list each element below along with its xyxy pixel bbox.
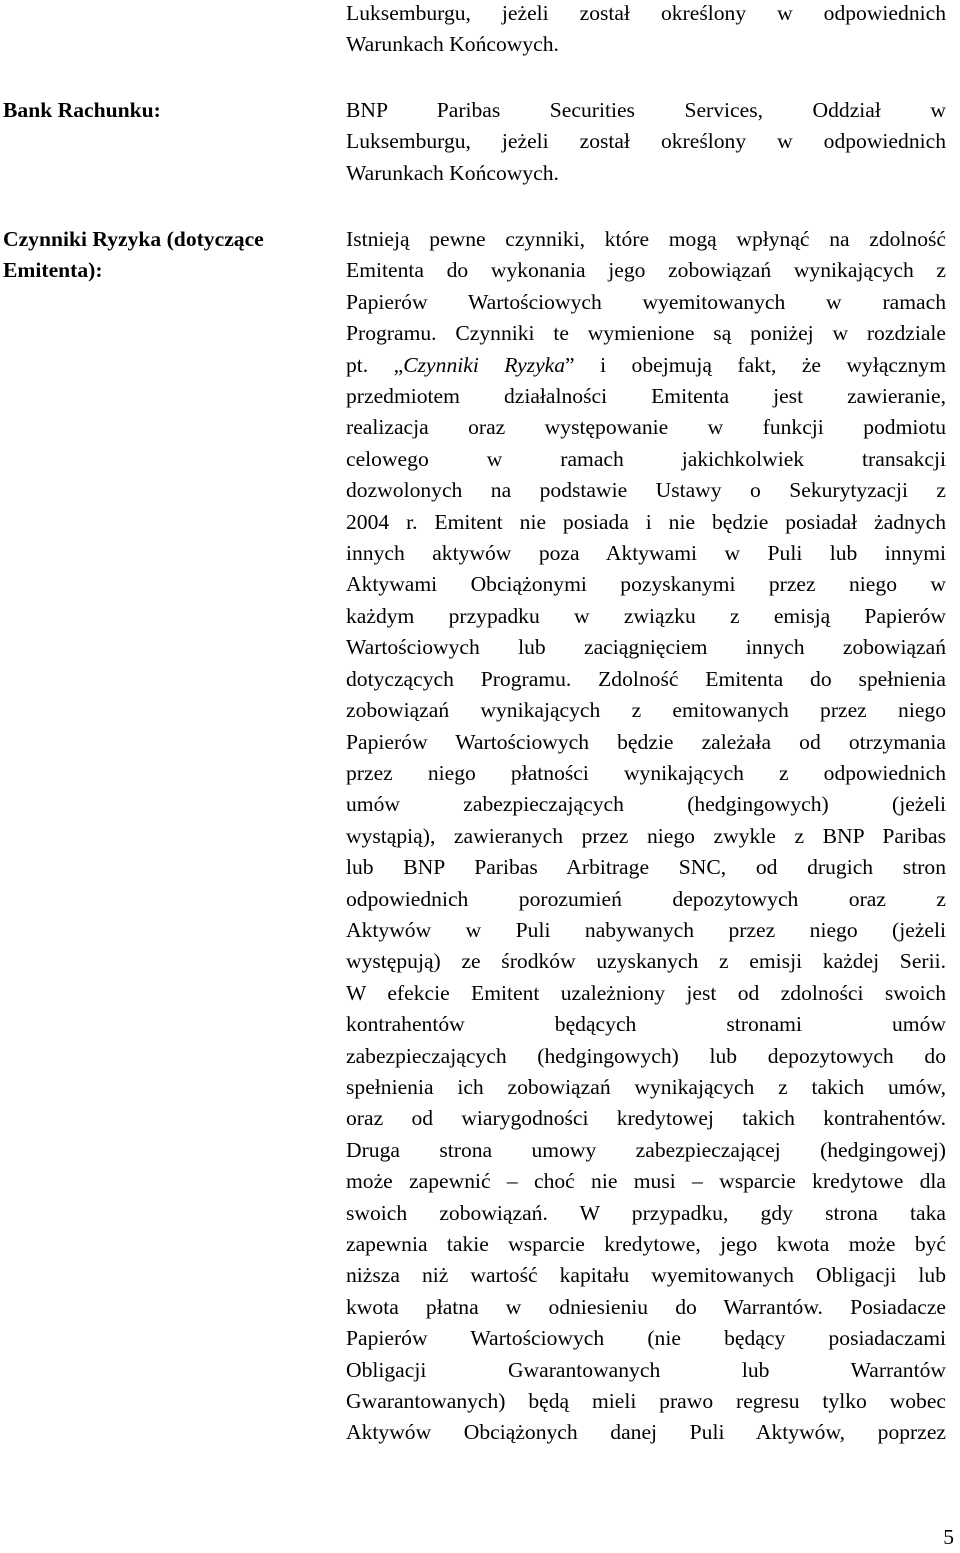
czynniki-line: realizacja oraz występowanie w funkcji podmiotu	[346, 415, 946, 440]
continuation-line-1: Luksemburgu, jeżeli został określony w odpowiednich	[346, 1, 946, 25]
czynniki-italic-after: ” i obejmują fakt, że wyłącznym	[565, 352, 946, 377]
czynniki-line: Gwarantowanych) będą mieli prawo regresu tylko wobec	[346, 1389, 946, 1414]
czynniki-line: Aktywami Obciążonymi pozyskanymi przez niego w	[346, 572, 946, 597]
czynniki-italic-title: Czynniki Ryzyka	[403, 352, 566, 377]
czynniki-line: dotyczących Programu. Zdolność Emitenta do spełnienia	[346, 666, 946, 691]
czynniki-line: kwota płatna w odniesieniu do Warrantów. Posiadacze	[346, 1294, 946, 1319]
czynniki-line: W efekcie Emitent uzależniony jest od zdolności swoich	[346, 980, 946, 1005]
czynniki-line: odpowiednich porozumień depozytowych oraz z	[346, 886, 946, 911]
czynniki-ryzyka-text	[346, 224, 946, 1449]
czynniki-label-line-2: Emitenta):	[3, 258, 103, 283]
czynniki-line: lub BNP Paribas Arbitrage SNC, od drugich stron	[346, 855, 946, 880]
czynniki-ryzyka-label	[3, 224, 323, 287]
czynniki-line: niższa niż wartość kapitału wyemitowanych Obligacji lub	[346, 1263, 946, 1288]
czynniki-line: Obligacji Gwarantowanych lub Warrantów	[346, 1357, 946, 1382]
czynniki-line: Wartościowych lub zaciągnięciem innych zobowiązań	[346, 635, 946, 660]
czynniki-line: dozwolonych na podstawie Ustawy o Sekurytyzacji z	[346, 478, 946, 503]
czynniki-line: Druga strona umowy zabezpieczającej (hedgingowej)	[346, 1137, 946, 1162]
czynniki-line: Programu. Czynniki te wymienione są poniżej w rozdziale	[346, 321, 946, 346]
bank-rachunku-value	[346, 95, 946, 189]
bank-rachunku-label: Bank Rachunku:	[3, 98, 161, 122]
czynniki-line: Aktywów w Puli nabywanych przez niego (jeżeli	[346, 917, 946, 942]
czynniki-line: celowego w ramach jakichkolwiek transakcji	[346, 446, 946, 471]
czynniki-line: oraz od wiarygodności kredytowej takich kontrahentów.	[346, 1106, 946, 1131]
bank-rachunku-line-1: BNP Paribas Securities Services, Oddział w	[346, 98, 946, 122]
page-number: 5	[943, 1525, 954, 1549]
czynniki-line: 2004 r. Emitent nie posiada i nie będzie posiadał żadnych	[346, 509, 946, 534]
czynniki-line: innych aktywów poza Aktywami w Puli lub innymi	[346, 541, 946, 566]
czynniki-line: Istnieją pewne czynniki, które mogą wpłynąć na zdolność	[346, 227, 946, 251]
czynniki-line: zobowiązań wynikających z emitowanych przez niego	[346, 698, 946, 723]
czynniki-label-line-1: Czynniki Ryzyka (dotyczące	[3, 227, 264, 251]
czynniki-line: wystąpią), zawieranych przez niego zwykle z BNP Paribas	[346, 823, 946, 848]
czynniki-line: przez niego płatności wynikających z odpowiednich	[346, 760, 946, 785]
czynniki-line: zabezpieczających (hedgingowych) lub depozytowych do	[346, 1043, 946, 1068]
czynniki-line: kontrahentów będących stronami umów	[346, 1012, 946, 1037]
czynniki-line: może zapewnić – choć nie musi – wsparcie kredytowe dla	[346, 1169, 946, 1194]
czynniki-line: Aktywów Obciążonych danej Puli Aktywów, poprzez	[346, 1420, 946, 1445]
czynniki-line: przedmiotem działalności Emitenta jest zawieranie,	[346, 384, 946, 409]
czynniki-line-italic	[346, 350, 946, 381]
czynniki-line: swoich zobowiązań. W przypadku, gdy strona taka	[346, 1200, 946, 1225]
czynniki-line: występują) ze środków uzyskanych z emisji każdej Serii.	[346, 949, 946, 974]
czynniki-line: Papierów Wartościowych wyemitowanych w ramach	[346, 289, 946, 314]
continuation-line-2: Warunkach Końcowych.	[346, 32, 559, 57]
czynniki-line: każdym przypadku w związku z emisją Papierów	[346, 603, 946, 628]
czynniki-line: zapewnia takie wsparcie kredytowe, jego kwota może być	[346, 1232, 946, 1256]
czynniki-line: umów zabezpieczających (hedgingowych) (jeżeli	[346, 792, 946, 817]
continuation-paragraph	[346, 0, 946, 61]
czynniki-line: spełnienia ich zobowiązań wynikających z takich umów,	[346, 1074, 946, 1099]
czynniki-italic-before: pt. „	[346, 352, 404, 377]
czynniki-line: Emitenta do wykonania jego zobowiązań wynikających z	[346, 258, 946, 283]
bank-rachunku-line-2: Luksemburgu, jeżeli został określony w odpowiednich	[346, 129, 946, 154]
czynniki-line: Papierów Wartościowych będzie zależała od otrzymania	[346, 729, 946, 754]
bank-rachunku-line-3: Warunkach Końcowych.	[346, 160, 559, 185]
czynniki-line: Papierów Wartościowych (nie będący posiadaczami	[346, 1326, 946, 1351]
